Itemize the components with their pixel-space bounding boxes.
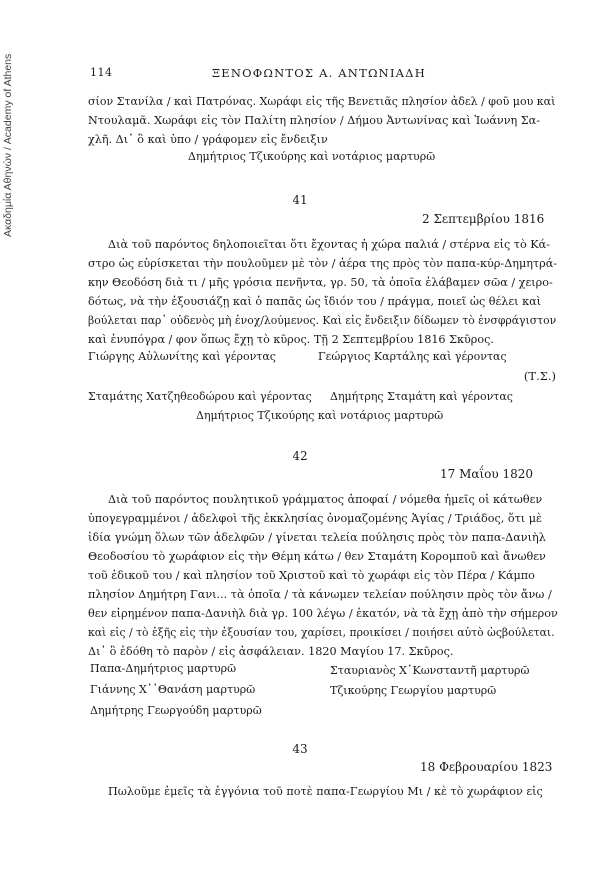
text-line: καὶ εἰς / τὸ ἑξῆς εἰς τὴν ἐξουσίαν του, χαρίσει, προικίσει / ποιήσει αὐτὸ ὡςβούλεται. [88, 626, 555, 639]
document-date: 18 Φεβρουαρίου 1823 [420, 760, 553, 774]
archive-watermark: Ακαδημία Αθηνών / Academy of Athens [2, 53, 14, 237]
text-line: τοῦ ἐδικοῦ του / καὶ πλησίον τοῦ Χριστοῦ καὶ τὸ χωράφι εἰς τὸν Πέρα / Κάμπο [88, 569, 535, 582]
witness-signature: Γεώργιος Καρτάλης καὶ γέροντας [318, 350, 507, 363]
text-line: ἰδία γνώμη ὅλων τῶν ἀδελφῶν / γίνεται τελεία πούλησις πρὸς τὸν παπα-Δανιὴλ [88, 531, 546, 544]
text-line: Θεοδοσίου τὸ χωράφιον εἰς τὴν Θέμη κάτω / θεν Σταμάτη Κορομποῦ καὶ ἄνωθεν [88, 550, 546, 563]
text-line: Ντουλαμᾶ. Χωράφι εἰς τὸν Παλίτη πλησίον / Δήμου Ἀντωνίνας καὶ Ἰωάννη Σα- [88, 114, 541, 127]
notary-signature: Δημήτριος Τζικούρης καὶ νοτάριος μαρτυρῶ [196, 409, 444, 422]
text-line: θεν εἰρημένον παπα-Δανιὴλ διὰ γρ. 100 λέγω / ἑκατόν, νὰ τὰ ἔχῃ ἀπὸ τὴν σήμερον [88, 607, 558, 620]
seal-mark: (Τ.Σ.) [523, 369, 556, 383]
page-number: 114 [90, 66, 113, 79]
witness-signature: Δημήτρης Γεωργούδη μαρτυρῶ [90, 704, 262, 717]
text-line: κην Θεοδόση διὰ τι / μῆς γρόσια πενῆντα, γρ. 50, τὰ ὁποῖα ἐλάβαμεν σῶα / χειρο- [88, 276, 553, 289]
text-line: Διὰ τοῦ παρόντος πουλητικοῦ γράμματος ἀποφαί / νόμεθα ἡμεῖς οἱ κάτωθεν [108, 493, 543, 506]
document-date: 17 Μαΐου 1820 [440, 467, 534, 481]
text-line: πλησίον Δημήτρη Γανι... τὰ ὁποῖα / τὰ κάνωμεν τελείαν πούλησιν πρὸς τὸν ἄνω / [88, 588, 552, 601]
text-line: καὶ ἐνυπόγρα / φον ὅπως ἔχῃ τὸ κῦρος. Τῇ 2 Σεπτεμβρίου 1816 Σκῦρος. [88, 333, 494, 346]
text-line: δότως, νὰ τὴν ἐξουσιάζῃ καὶ ὁ παπᾶς ὡς ἴδιόν του / πράγμα, ποιεῖ ὡς θέλει καὶ [88, 295, 542, 308]
text-line: σίον Στανίλα / καὶ Πατρόνας. Χωράφι εἰς τῆς Βενετιᾶς πλησίον ἀδελ / φοῦ μου καὶ [88, 95, 556, 108]
running-title: ΞΕΝΟΦΩΝΤΟΣ Α. ΑΝΤΩΝΙΑΔΗ [212, 66, 426, 80]
witness-signature: Γιώργης Αὐλωνίτης καὶ γέροντας [88, 350, 276, 363]
document-date: 2 Σεπτεμβρίου 1816 [422, 212, 545, 226]
witness-signature: Δημήτρης Σταμάτη καὶ γέροντας [330, 390, 513, 403]
text-line: χλῆ. Δι᾽ ὃ καὶ ὑπο / γράφομεν εἰς ἔνδειξιν [88, 133, 328, 146]
document-number: 41 [292, 193, 308, 207]
witness-signature: Σταμάτης Χατζηθεοδώρου καὶ γέροντας [88, 390, 312, 403]
text-line: Διὰ τοῦ παρόντος δηλοποιεῖται ὅτι ἔχοντας ἡ χώρα παλιά / στέρνα εἰς τὸ Κά- [108, 238, 550, 251]
text-line: Πωλοῦμε ἐμεῖς τὰ ἐγγόνια τοῦ ποτὲ παπα-Γεωργίου Μι / κὲ τὸ χωράφιον εἰς [108, 785, 543, 798]
witness-signature: Παπα-Δημήτριος μαρτυρῶ [90, 662, 237, 675]
witness-signature: Σταυριανὸς Χ᾽Κωνσταντῆ μαρτυρῶ [330, 664, 530, 677]
text-line: στρο ὡς εὑρίσκεται τὴν πουλοῦμεν μὲ τὸν / ἀέρα της πρὸς τὸν παπα-κύρ-Δημητρά- [88, 257, 558, 270]
document-number: 43 [292, 742, 308, 756]
witness-signature: Γιάννης Χ᾽᾽Θανάση μαρτυρῶ [90, 683, 256, 696]
witness-signature: Τζικούρης Γεωργίου μαρτυρῶ [330, 684, 497, 697]
notary-signature: Δημήτριος Τζικούρης καὶ νοτάριος μαρτυρῶ [188, 150, 436, 163]
text-line: βούλεται παρ᾽ οὐδενὸς μὴ ἐνοχ/λούμενος. Καὶ εἰς ἔνδειξιν δίδωμεν τὸ ἐνσφράγιστον [88, 314, 557, 327]
text-line: Δι᾽ ὃ ἐδόθη τὸ παρὸν / εἰς ἀσφάλειαν. 1820 Μαγίου 17. Σκῦρος. [88, 645, 454, 658]
text-line: ὑπογεγραμμένοι / ἀδελφοὶ τῆς ἐκκλησίας ὀνομαζομένης Ἁγίας / Τριάδος, ὅτι μὲ [88, 512, 543, 525]
document-number: 42 [292, 449, 308, 463]
